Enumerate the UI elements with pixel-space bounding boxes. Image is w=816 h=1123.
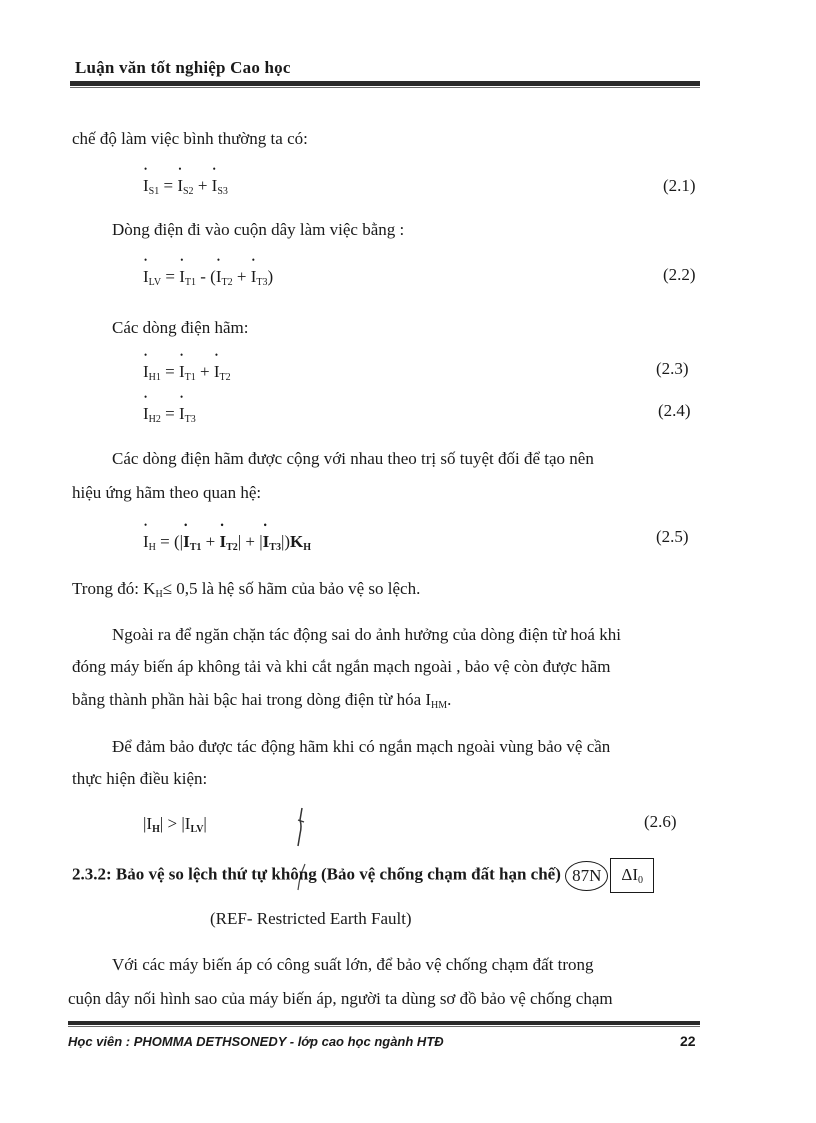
paragraph-restraint-sum-line1: Các dòng điện hãm được cộng với nhau theo trị số tuyệt đối để tạo nên [112, 449, 594, 468]
equation-2-5: • $I_H$ = (|• $I_{T1}$ + • $I_{T2}|$ + |• $I_{T3}|)K_H$ [143, 532, 311, 553]
paragraph-harmonic-line1: Ngoài ra để ngăn chặn tác động sai do ảnh hưởng của dòng điện từ hoá khi [112, 625, 621, 644]
equation-number-2-6: (2.6) [644, 812, 677, 831]
header-rule [70, 81, 700, 86]
pen-mark [290, 806, 314, 850]
equation-number-2-5: (2.5) [656, 527, 689, 546]
paragraph-where: Trong đó: $K_H\le 0,5$ là hệ số hãm của bảo vệ so lệch. [72, 579, 421, 600]
paragraph-restraint-sum-line2: hiệu ứng hãm theo quan hệ: [72, 483, 262, 502]
paragraph-restraint-currents: Các dòng điện hãm: [112, 318, 249, 337]
equation-number-2-1: (2.1) [663, 176, 696, 195]
paragraph-condition-line1: Để đảm bảo được tác động hãm khi có ngắn mạch ngoài vùng bảo vệ cần [112, 737, 611, 756]
equation-number-2-3: (2.3) [656, 359, 689, 378]
equation-2-6: $|I_H| > |I_{LV}|$ [143, 814, 207, 835]
equation-number-2-4: (2.4) [658, 401, 691, 420]
equation-number-2-2: (2.2) [663, 265, 696, 284]
ansi-87n-circle: 87N [565, 861, 608, 891]
paragraph-large-transformers-line2: cuộn dây nối hình sao của máy biến áp, người ta dùng sơ đồ bảo vệ chống chạm [68, 989, 613, 1008]
section-subtitle: (REF- Restricted Earth Fault) [210, 909, 412, 928]
paragraph-condition-line2: thực hiện điều kiện: [72, 769, 208, 788]
page-header-title: Luận văn tốt nghiệp Cao học [75, 58, 291, 77]
header-rule-thin [70, 87, 700, 88]
page-number: 22 [680, 1033, 696, 1049]
footer-rule [68, 1021, 700, 1025]
paragraph-harmonic-line3: bằng thành phần hài bậc hai trong dòng điện từ hóa $I_{HM}$. [72, 690, 452, 711]
paragraph-large-transformers-line1: Với các máy biến áp có công suất lớn, để bảo vệ chống chạm đất trong [112, 955, 594, 974]
equation-2-1: • $I_{S1}$ = • $I_{S2}$ + • $I_{S3}$ [143, 176, 228, 197]
paragraph-harmonic-line2: đóng máy biến áp không tải và khi cắt ngắn mạch ngoài , bảo vệ còn được hãm [72, 657, 611, 676]
footer-author: Học viên : PHOMMA DETHSONEDY - lớp cao học ngành HTĐ [68, 1034, 444, 1049]
footer-rule-thin [68, 1026, 700, 1027]
section-heading: 2.3.2: Bảo vệ so lệch thứ tự không (Bảo vệ chống chạm đất hạn chế) 87N $\Delta I_0$ [72, 858, 654, 893]
paragraph-intro: chế độ làm việc bình thường ta có: [72, 129, 308, 148]
delta-i0-box: $\Delta I_0$ [610, 858, 654, 893]
equation-2-3: • $I_{H1}$ = • $I_{T1}$ + • $I_{T2}$ [143, 362, 231, 383]
equation-2-4: • $I_{H2}$ = • $I_{T3}$ [143, 404, 196, 425]
equation-2-2: • $I_{LV}$ = • $I_{T1}$ - (• $I_{T2}$ + • $I_{T3}$) [143, 267, 273, 288]
paragraph-coil-current: Dòng điện đi vào cuộn dây làm việc bằng : [112, 220, 405, 239]
